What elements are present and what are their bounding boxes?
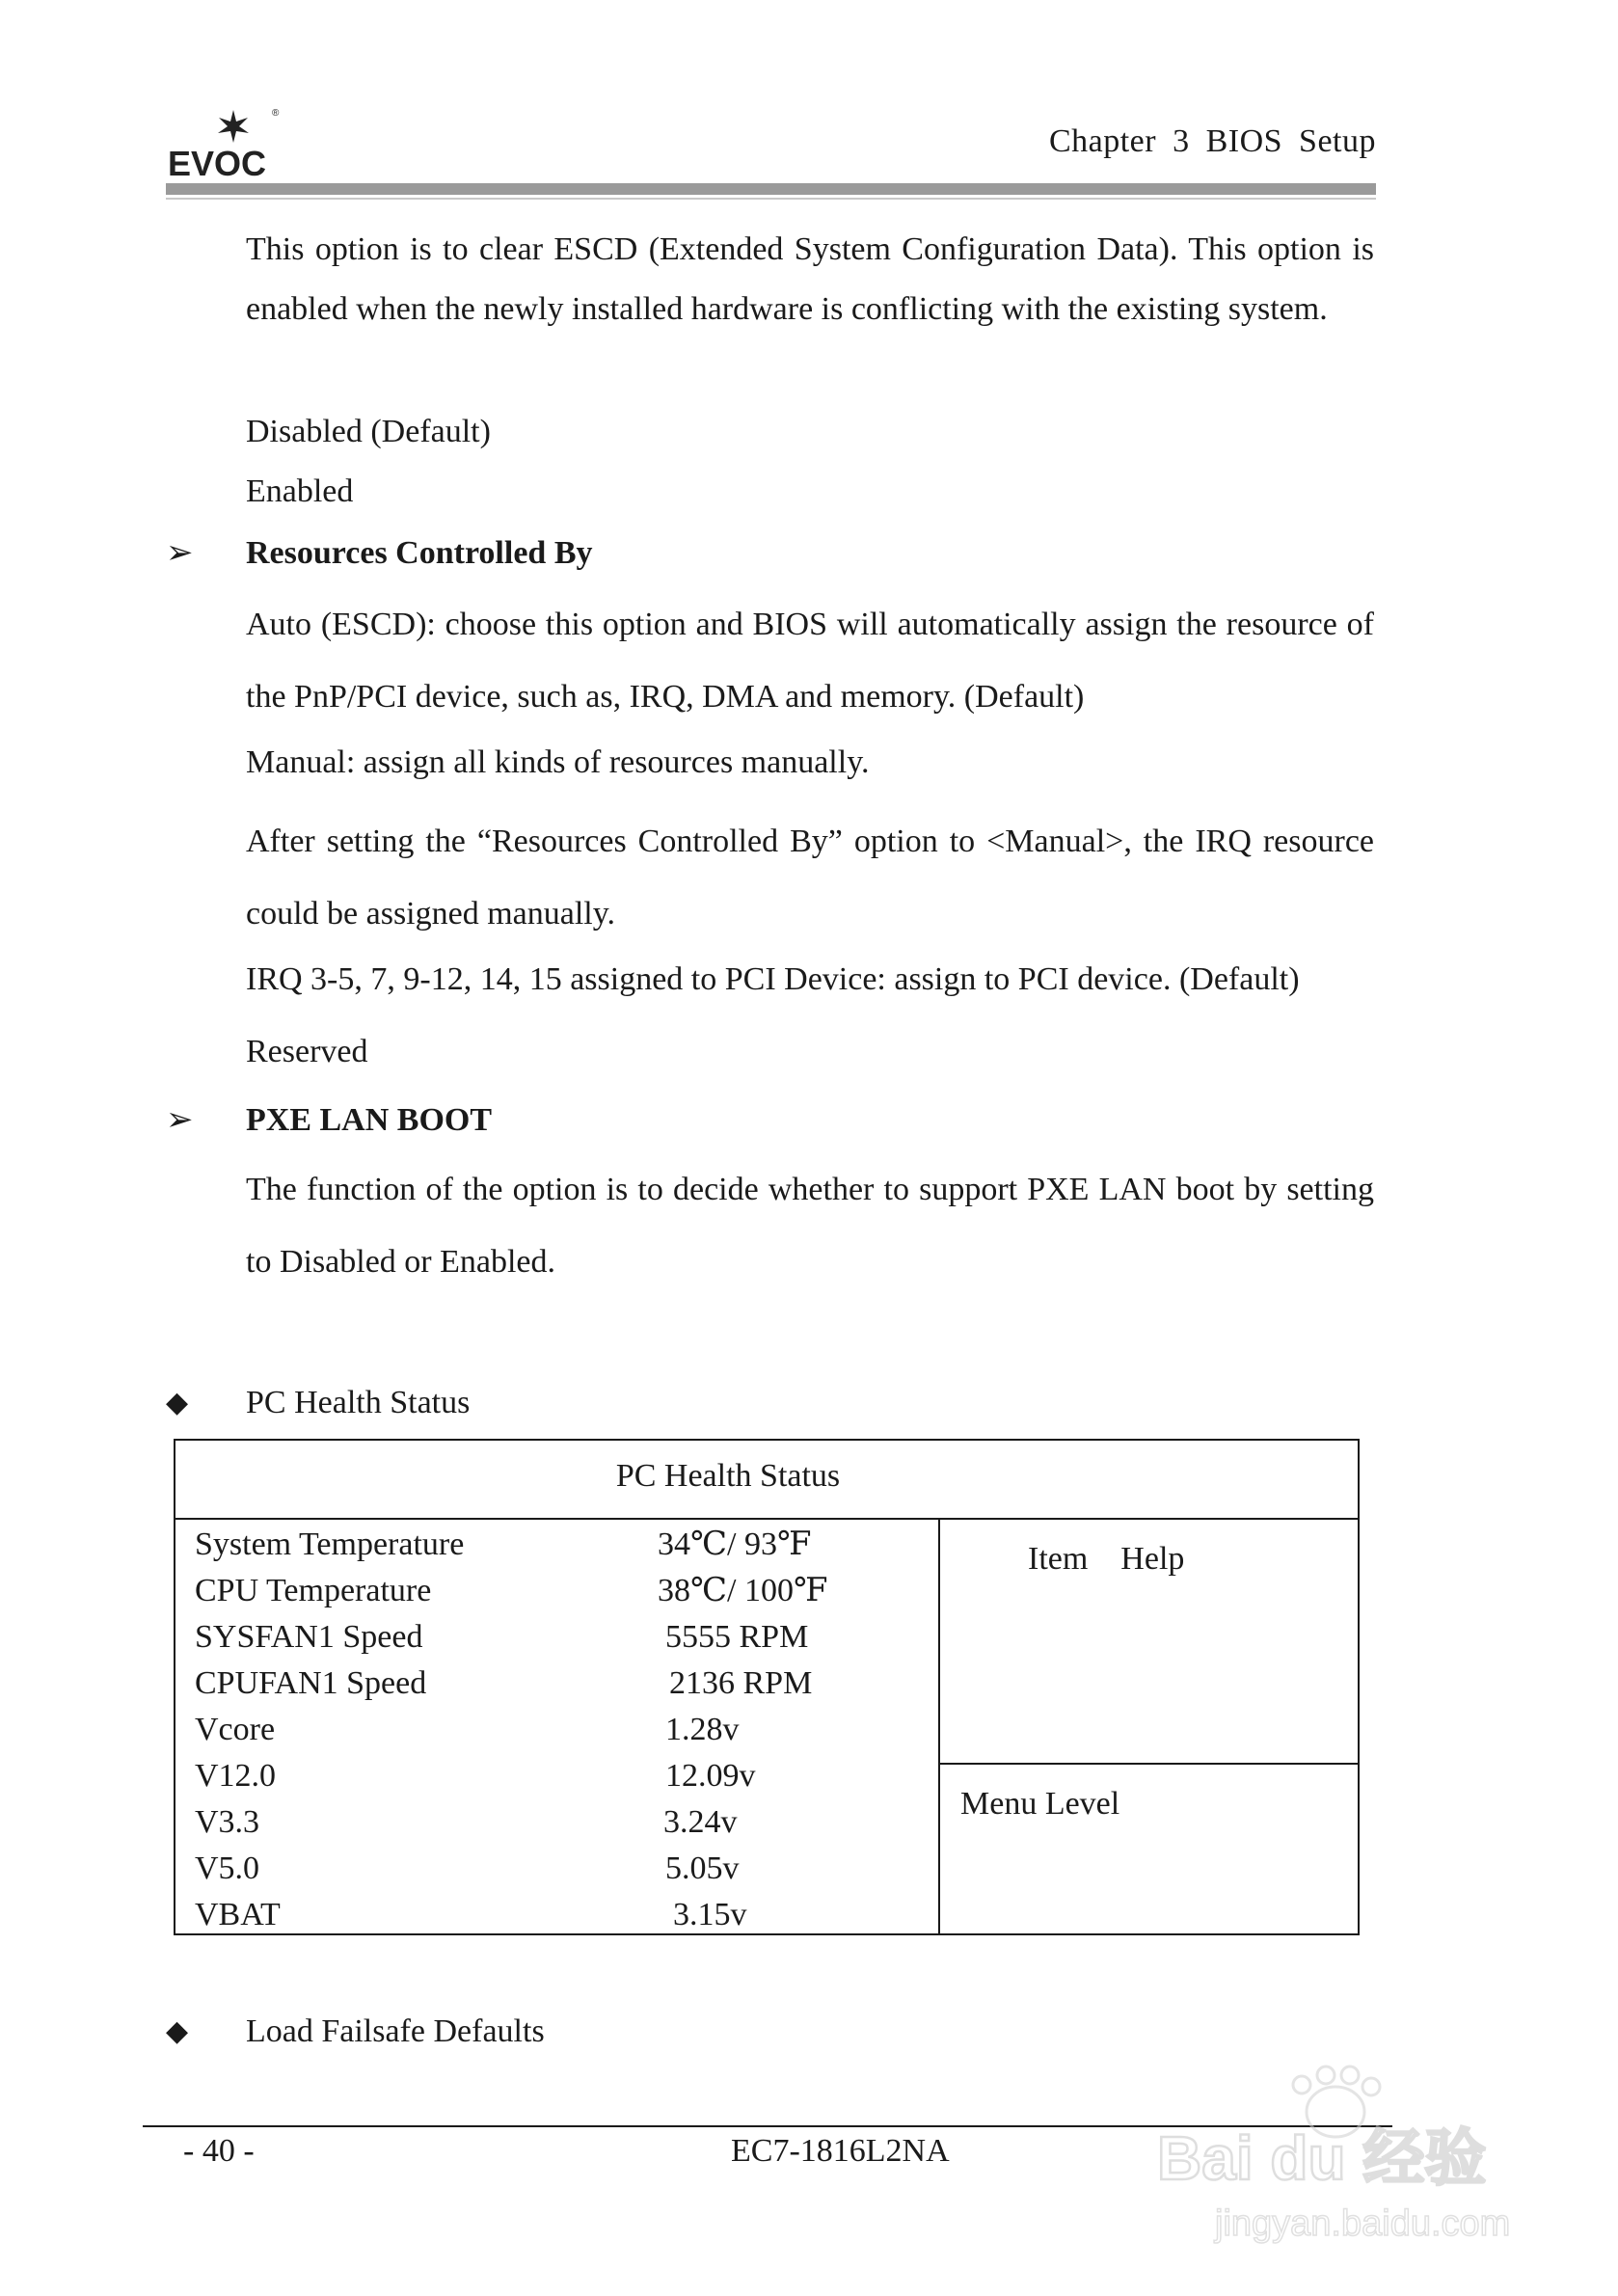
model-number: EC7-1816L2NA xyxy=(731,2133,950,2169)
item-help-label: Item Help xyxy=(1028,1541,1185,1577)
logo-text: EVOC xyxy=(168,144,267,181)
health-row-label: SYSFAN1 Speed xyxy=(195,1619,423,1655)
menu-level-label: Menu Level xyxy=(960,1786,1120,1822)
health-row-label: VBAT xyxy=(195,1897,281,1932)
header-rule-thin xyxy=(166,198,1376,200)
header-rule xyxy=(166,183,1376,195)
watermark-url: jingyan.baidu.com xyxy=(1215,2203,1511,2244)
health-row-label: V3.3 xyxy=(195,1804,260,1840)
arrow-bullet-icon: ➢ xyxy=(166,535,194,571)
health-row-label: System Temperature xyxy=(195,1526,465,1562)
health-row-label: V12.0 xyxy=(195,1758,277,1794)
health-row-label: Vcore xyxy=(195,1712,276,1747)
health-row-value: 3.15v xyxy=(673,1897,747,1932)
chapter-title: Chapter 3 BIOS Setup xyxy=(1048,123,1376,159)
diamond-bullet-icon: ◆ xyxy=(166,1387,189,1418)
health-section-label: PC Health Status xyxy=(246,1385,471,1420)
resources-auto: Auto (ESCD): choose this option and BIOS will automatically assign the resource of the PnP/PCI device, such as, IRQ, DMA and memory. (Default) xyxy=(246,607,1374,715)
health-row-value: 5555 RPM xyxy=(665,1619,809,1655)
failsafe-label: Load Failsafe Defaults xyxy=(246,2013,545,2049)
svg-text:®: ® xyxy=(272,108,280,119)
baidu-watermark xyxy=(1147,2064,1552,2256)
escd-description: This option is to clear ESCD (Extended System Configuration Data). This option is enabled when the newly installed hardware is conflicting with the existing system. xyxy=(246,231,1374,327)
health-row-value: 1.28v xyxy=(665,1712,740,1747)
health-row-label: CPUFAN1 Speed xyxy=(195,1665,427,1701)
evoc-logo xyxy=(166,104,291,181)
health-row-value: 5.05v xyxy=(665,1850,740,1886)
health-table-title: PC Health Status xyxy=(615,1458,841,1494)
health-row-value: 34℃/ 93℉ xyxy=(658,1526,812,1562)
health-row-value: 2136 RPM xyxy=(669,1665,813,1701)
table-column-divider xyxy=(938,1518,940,1935)
pxe-description: The function of the option is to decide whether to support PXE LAN boot by setting to Disabled or Enabled. xyxy=(246,1172,1374,1280)
resources-after: After setting the “Resources Controlled By” option to <Manual>, the IRQ resource could be assigned manually. xyxy=(246,824,1374,932)
diamond-bullet-icon: ◆ xyxy=(166,2015,189,2047)
resources-irq: IRQ 3-5, 7, 9-12, 14, 15 assigned to PCI Device: assign to PCI device. (Default) xyxy=(246,961,1300,997)
watermark-brand: Bai du 经验 xyxy=(1157,2123,1487,2193)
health-row-label: V5.0 xyxy=(195,1850,260,1886)
health-row-value: 3.24v xyxy=(663,1804,738,1840)
table-divider xyxy=(174,1518,1360,1520)
health-row-value: 12.09v xyxy=(665,1758,756,1794)
escd-option-disabled: Disabled (Default) xyxy=(246,414,491,449)
resources-reserved: Reserved xyxy=(246,1034,368,1069)
arrow-bullet-icon: ➢ xyxy=(166,1102,194,1138)
health-row-value: 38℃/ 100℉ xyxy=(658,1573,828,1608)
resources-manual: Manual: assign all kinds of resources manually. xyxy=(246,744,870,780)
resources-heading: Resources Controlled By xyxy=(246,535,593,571)
escd-option-enabled: Enabled xyxy=(246,473,354,509)
page-number: - 40 - xyxy=(183,2133,255,2169)
help-divider xyxy=(938,1763,1360,1765)
health-row-label: CPU Temperature xyxy=(195,1573,432,1608)
pxe-heading: PXE LAN BOOT xyxy=(246,1102,493,1138)
